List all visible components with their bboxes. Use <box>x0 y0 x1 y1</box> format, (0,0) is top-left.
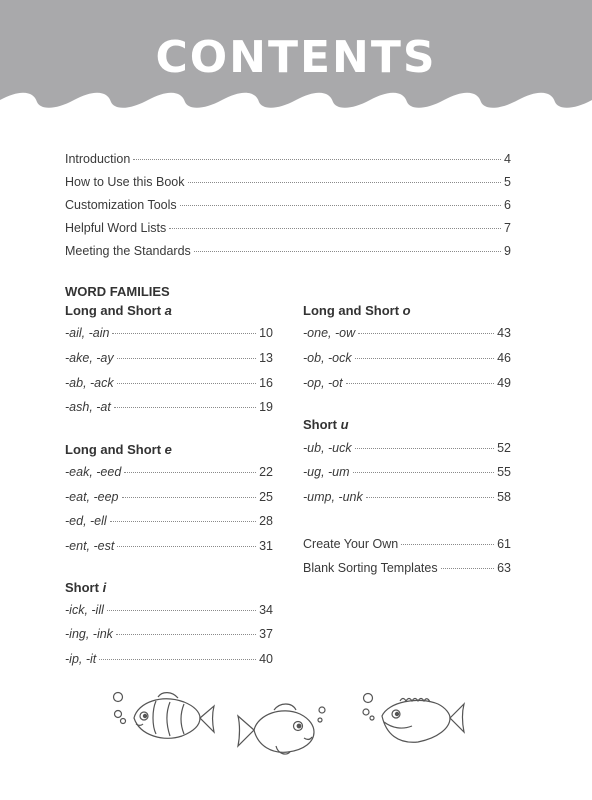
toc-entry-label: Helpful Word Lists <box>65 221 167 235</box>
toc-entry-label: Blank Sorting Templates <box>303 561 438 575</box>
group-heading-letter: u <box>340 417 349 432</box>
toc-entry-label: -ash, -at <box>65 400 111 414</box>
dot-leader <box>366 497 494 498</box>
fish-icon <box>232 700 332 760</box>
group-heading <box>303 303 411 318</box>
toc-entry-page: 6 <box>504 198 511 212</box>
dot-leader <box>441 568 495 569</box>
toc-entry-page: 37 <box>259 627 273 641</box>
dot-leader <box>358 333 494 334</box>
toc-entry-page: 63 <box>497 561 511 575</box>
toc-entry-page: 49 <box>497 376 511 390</box>
toc-entry-label: -one, -ow <box>303 326 356 340</box>
group-heading <box>65 580 106 595</box>
toc-entry-page: 46 <box>497 351 511 365</box>
header-band <box>0 0 592 120</box>
toc-entry[interactable] <box>303 351 511 369</box>
toc-entry[interactable] <box>65 490 273 508</box>
group-heading <box>65 442 172 457</box>
toc-entry[interactable] <box>65 221 511 239</box>
toc-entry-label: -ab, -ack <box>65 376 114 390</box>
toc-entry-page: 28 <box>259 514 273 528</box>
toc-entry[interactable] <box>65 465 273 483</box>
toc-entry[interactable] <box>65 244 511 262</box>
dot-leader <box>194 251 501 252</box>
toc-entry-label: -ub, -uck <box>303 441 352 455</box>
toc-entry-label: Create Your Own <box>303 537 399 551</box>
toc-entry-label: -ug, -um <box>303 465 350 479</box>
toc-entry-page: 22 <box>259 465 273 479</box>
group-heading-text: Short <box>303 417 341 432</box>
group-heading-letter: o <box>402 303 411 318</box>
dot-leader <box>355 448 494 449</box>
toc-entry[interactable] <box>303 490 511 508</box>
toc-entry[interactable] <box>303 376 511 394</box>
dot-leader <box>117 546 256 547</box>
section-title: WORD FAMILIES <box>65 284 170 299</box>
group-heading-letter: e <box>164 442 172 457</box>
toc-entry-page: 7 <box>504 221 511 235</box>
dot-leader <box>346 383 494 384</box>
dot-leader <box>117 383 256 384</box>
toc-entry-label: -ake, -ay <box>65 351 114 365</box>
dot-leader <box>99 659 256 660</box>
dot-leader <box>355 358 494 359</box>
group-heading-letter: i <box>102 580 107 595</box>
toc-entry-page: 4 <box>504 152 511 166</box>
toc-entry-label: -eat, -eep <box>65 490 119 504</box>
dot-leader <box>124 472 256 473</box>
toc-entry-page: 34 <box>259 603 273 617</box>
dot-leader <box>114 407 256 408</box>
toc-entry[interactable] <box>65 152 511 170</box>
dot-leader <box>116 634 256 635</box>
toc-entry-page: 61 <box>497 537 511 551</box>
dot-leader <box>117 358 256 359</box>
toc-entry-page: 10 <box>259 326 273 340</box>
toc-entry[interactable] <box>65 376 273 394</box>
page-title: CONTENTS <box>155 32 437 83</box>
toc-entry-label: Customization Tools <box>65 198 177 212</box>
toc-entry[interactable] <box>65 652 273 670</box>
toc-entry-page: 13 <box>259 351 273 365</box>
fish-icon <box>358 688 470 752</box>
dot-leader <box>180 205 501 206</box>
fish-icon <box>108 688 220 744</box>
dot-leader <box>169 228 501 229</box>
toc-entry[interactable] <box>65 400 273 418</box>
toc-entry[interactable] <box>65 539 273 557</box>
toc-entry-label: -eak, -eed <box>65 465 122 479</box>
toc-entry-label: How to Use this Book <box>65 175 185 189</box>
dot-leader <box>122 497 257 498</box>
toc-entry-label: -ob, -ock <box>303 351 352 365</box>
toc-entry-label: Introduction <box>65 152 131 166</box>
toc-entry-page: 25 <box>259 490 273 504</box>
dot-leader <box>110 521 256 522</box>
toc-entry-label: -ick, -ill <box>65 603 104 617</box>
toc-entry[interactable] <box>303 465 511 483</box>
dot-leader <box>353 472 495 473</box>
toc-entry-label: Meeting the Standards <box>65 244 191 258</box>
toc-entry[interactable] <box>303 326 511 344</box>
toc-entry[interactable] <box>65 603 273 621</box>
group-heading-text: Long and Short <box>65 303 165 318</box>
toc-entry[interactable] <box>65 175 511 193</box>
toc-entry-page: 9 <box>504 244 511 258</box>
group-heading <box>65 303 172 318</box>
toc-entry-page: 52 <box>497 441 511 455</box>
toc-entry[interactable] <box>303 537 511 555</box>
toc-entry-page: 43 <box>497 326 511 340</box>
dot-leader <box>107 610 256 611</box>
toc-entry-label: -ip, -it <box>65 652 97 666</box>
dot-leader <box>188 182 502 183</box>
group-heading-text: Short <box>65 580 103 595</box>
group-heading <box>303 417 349 432</box>
toc-entry-label: -ing, -ink <box>65 627 113 641</box>
toc-entry-page: 58 <box>497 490 511 504</box>
toc-entry-page: 40 <box>259 652 273 666</box>
toc-entry[interactable] <box>65 351 273 369</box>
toc-entry-page: 5 <box>504 175 511 189</box>
toc-entry-page: 31 <box>259 539 273 553</box>
toc-entry[interactable] <box>65 514 273 532</box>
toc-entry-page: 55 <box>497 465 511 479</box>
dot-leader <box>401 544 494 545</box>
toc-entry-label: -ump, -unk <box>303 490 363 504</box>
group-heading-letter: a <box>164 303 172 318</box>
toc-entry-label: -ed, -ell <box>65 514 107 528</box>
toc-entry[interactable] <box>65 326 273 344</box>
toc-entry-label: -ent, -est <box>65 539 115 553</box>
toc-entry[interactable] <box>65 627 273 645</box>
toc-entry-page: 16 <box>259 376 273 390</box>
toc-entry[interactable] <box>65 198 511 216</box>
group-heading-text: Long and Short <box>65 442 165 457</box>
toc-entry[interactable] <box>303 441 511 459</box>
group-heading-text: Long and Short <box>303 303 403 318</box>
dot-leader <box>112 333 256 334</box>
toc-entry-label: -ail, -ain <box>65 326 110 340</box>
toc-entry[interactable] <box>303 561 511 579</box>
dot-leader <box>133 159 501 160</box>
toc-entry-page: 19 <box>259 400 273 414</box>
toc-entry-label: -op, -ot <box>303 376 343 390</box>
